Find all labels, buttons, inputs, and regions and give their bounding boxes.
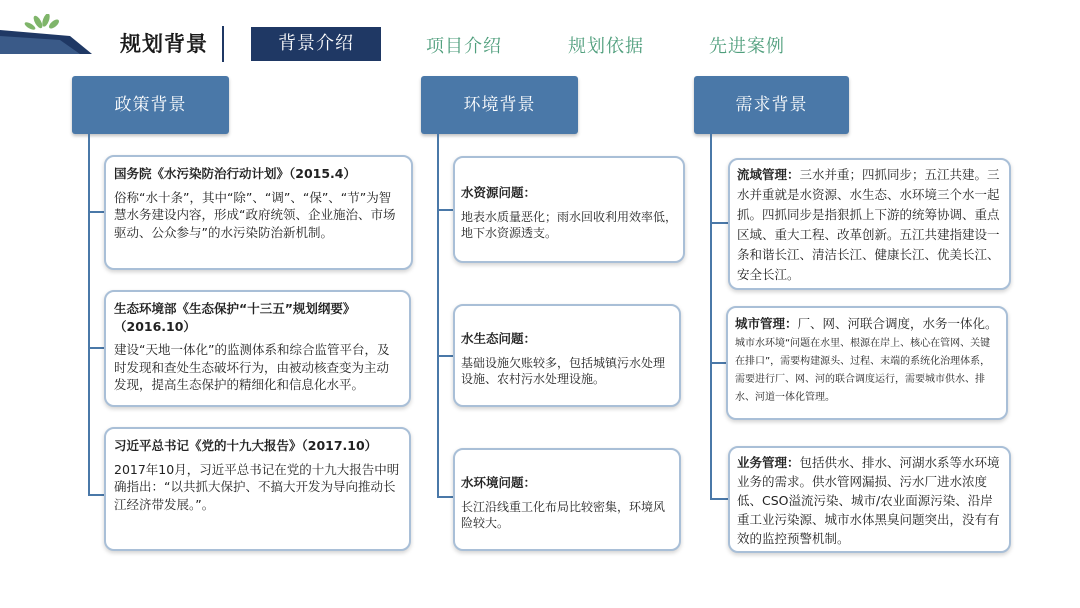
card-body: 2017年10月，习近平总书记在党的十九大报告中明确指出：“以共抓大保护、不搞大开发为导向推动长江经济带发展。”。: [114, 461, 400, 512]
card-title: 城市管理：: [735, 316, 798, 331]
connector-line: [437, 134, 439, 498]
card-body: 俗称“水十条”，其中“除”、“调”、“保”、“节”为智慧水务建设内容，形成“政府统领、企业施治、市场驱动、公众参与”的水污染防治新机制。: [114, 189, 396, 240]
card-body: 厂、网、河联合调度，水务一体化。: [797, 316, 998, 331]
card-body: 基础设施欠账较多，包括城镇污水处理设施、农村污水处理设施。: [461, 355, 666, 386]
connector-line: [88, 134, 90, 496]
connector-line: [437, 496, 453, 498]
card-title: 业务管理：: [737, 455, 800, 470]
card-title: 水生态问题：: [461, 331, 537, 346]
connector-line: [710, 134, 712, 500]
card-policy-19th-congress: [104, 427, 411, 551]
card-business-management: [728, 446, 1011, 553]
connector-line: [437, 355, 453, 357]
card-title: 水资源问题：: [461, 185, 537, 200]
leaf-icon: [24, 14, 61, 31]
connector-line: [710, 498, 728, 500]
tab-background-intro[interactable]: 背景介绍: [251, 27, 381, 61]
card-title: 流域管理：: [737, 167, 800, 182]
card-title: 生态环境部《生态保护“十三五”规划纲要》（2016.10）: [114, 301, 356, 334]
card-policy-eco-environment: [104, 290, 411, 407]
tab-planning-basis[interactable]: 规划依据: [568, 36, 644, 57]
connector-line: [88, 494, 104, 496]
card-water-ecology: [453, 304, 681, 407]
page-title: 规划背景: [120, 32, 208, 56]
card-body: 长江沿线重工化布局比较密集，环境风险较大。: [461, 499, 666, 530]
card-title: 习近平总书记《党的十九大报告》（2017.10）: [114, 438, 378, 453]
corner-decoration: [0, 14, 92, 54]
card-body: 三水并重；四抓同步；五江共建。三水并重就是水资源、水生态、水环境三个水一起抓。四抓同步是指狠抓上下游的统筹协调、重点区域、重大工程、改革创新。五江共建指建设一条和谐长江、清洁长江、健康长江、优美长江、安全长江。: [737, 167, 1000, 282]
connector-line: [437, 209, 453, 211]
card-title: 国务院《水污染防治行动计划》（2015.4）: [114, 166, 356, 181]
connector-line: [710, 222, 728, 224]
card-basin-management: [728, 158, 1011, 290]
card-water-environment: [453, 448, 681, 551]
card-body: 包括供水、排水、河湖水系等水环境业务的需求。供水管网漏损、污水厂进水浓度低、CSO溢流污染、城市/农业面源污染、沿岸重工业污染源、城市水体黑臭问题突出，没有有效的监控预警机制。: [737, 455, 1000, 546]
column-header-policy: 政策背景: [72, 76, 229, 134]
column-header-demand: 需求背景: [694, 76, 849, 134]
card-body-detail: 城市水环境“问题在水里、根源在岸上、核心在管网、关键在排口”，需要构建源头、过程、末端的系统化治理体系，需要进行厂、网、河的联合调度运行，需要城市供水、排水、河道一体化管理。: [735, 338, 991, 403]
card-body: 建设“天地一体化”的监测体系和综合监管平台，及时发现和查处生态破坏行为，由被动核查变为主动发现，提高生态保护的精细化和信息化水平。: [114, 342, 390, 392]
card-policy-state-council: [104, 155, 413, 270]
connector-line: [710, 362, 726, 364]
connector-line: [88, 211, 104, 213]
card-body: 地表水质量恶化；雨水回收利用效率低，地下水资源透支。: [461, 209, 678, 240]
title-divider: [222, 26, 224, 62]
card-city-management: [726, 306, 1008, 420]
tab-project-intro[interactable]: 项目介绍: [426, 36, 502, 57]
column-header-environment: 环境背景: [421, 76, 578, 134]
connector-line: [88, 347, 104, 349]
card-water-resources: [453, 156, 685, 263]
tab-advanced-cases[interactable]: 先进案例: [709, 36, 785, 57]
card-title: 水环境问题：: [461, 475, 537, 490]
